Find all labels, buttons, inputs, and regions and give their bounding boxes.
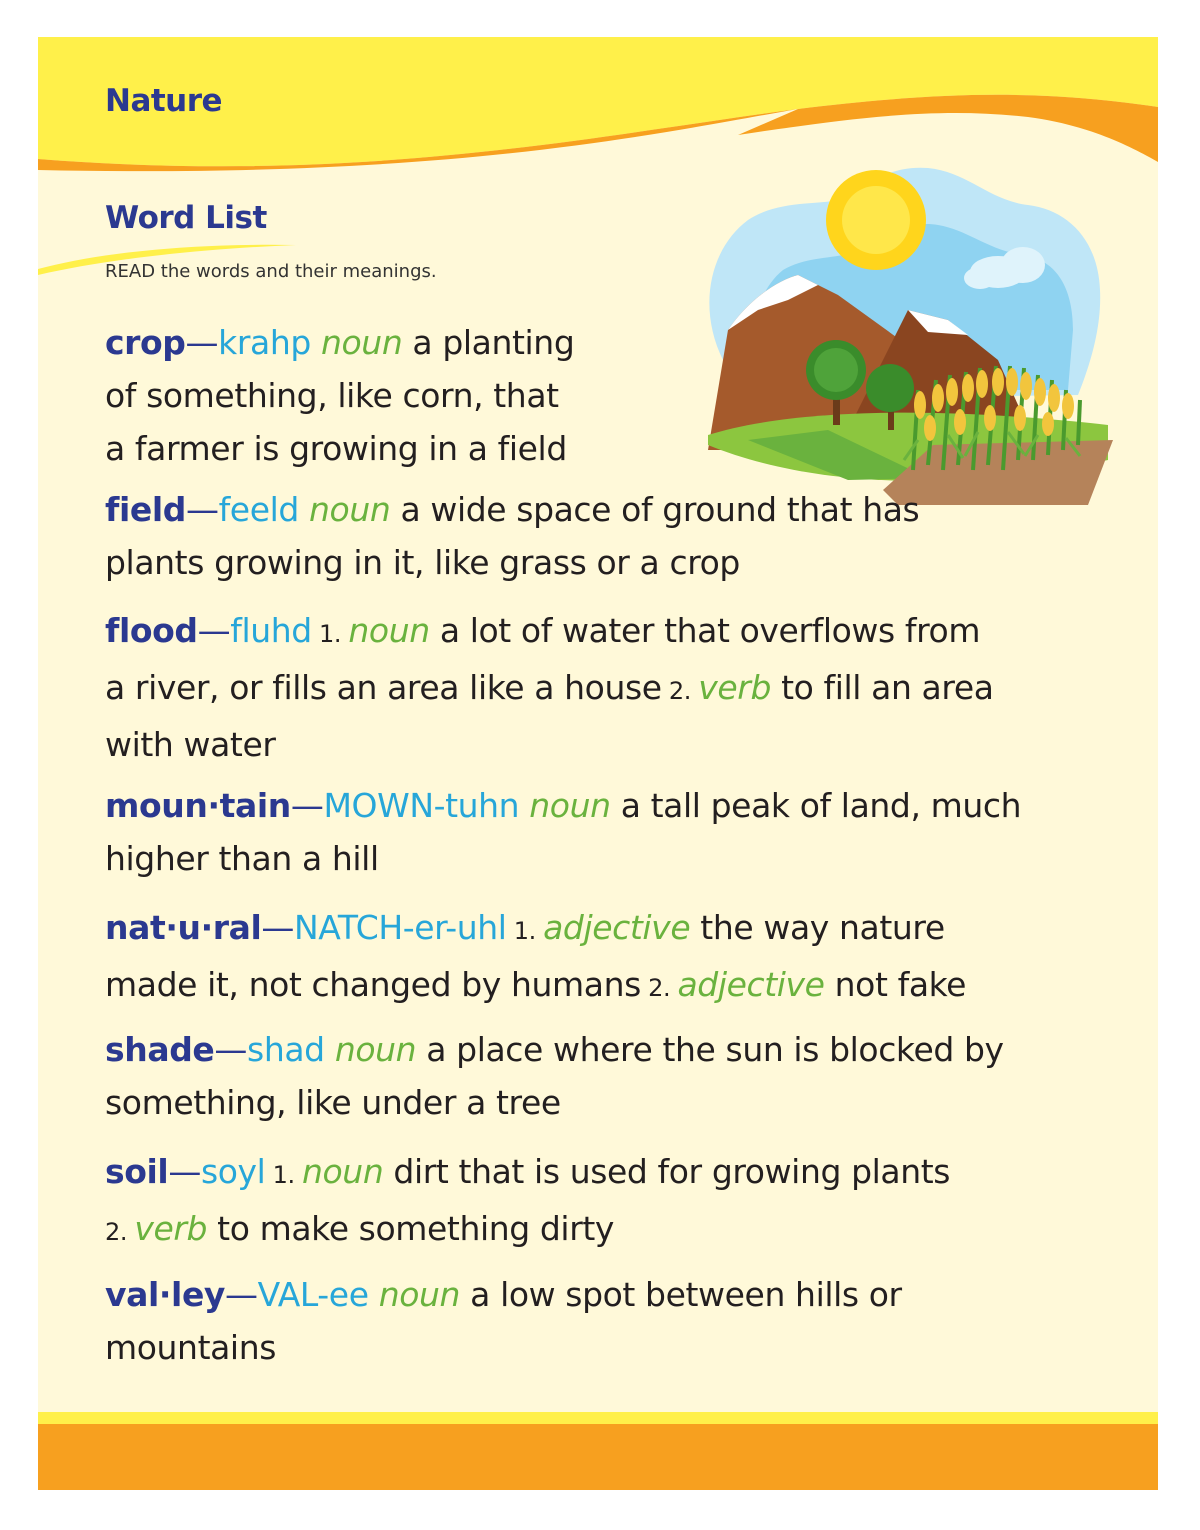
entry-definition: a low spot between hills or — [460, 1275, 902, 1314]
entry-definition: a tall peak of land, much — [610, 786, 1022, 825]
entry-field — [105, 483, 919, 589]
entry-part-of-speech: verb — [134, 1209, 208, 1248]
entry-line: nat·u·ral—NATCH-er-uhl 1. adjective the way nature — [105, 908, 945, 947]
entry-pronunciation: NATCH-er-uhl — [293, 908, 507, 947]
footer-band-yellow — [38, 1412, 1158, 1424]
entry-word: shade — [105, 1030, 215, 1069]
entry-definition: not fake — [824, 965, 967, 1004]
entry-line: crop—krahp noun a planting — [105, 323, 575, 362]
entry-definition: a river, or fills an area like a house — [105, 668, 662, 707]
entry-line — [105, 661, 994, 718]
entry-pronunciation: feeld — [218, 490, 299, 529]
entry-definition: made it, not changed by humans — [105, 965, 641, 1004]
entry-line — [105, 1202, 950, 1259]
worksheet-page — [38, 37, 1158, 1490]
entry-definition: dirt that is used for growing plants — [383, 1152, 951, 1191]
entry-line: plants growing in it, like grass or a crop — [105, 543, 740, 582]
entry-part-of-speech: noun — [309, 490, 391, 529]
entry-word: flood — [105, 611, 198, 650]
sense-number: 2. — [105, 1218, 135, 1246]
entry-word: val·ley — [105, 1275, 226, 1314]
entry-word: crop — [105, 323, 186, 362]
entry-word: moun·tain — [105, 786, 291, 825]
entry-definition: a planting — [402, 323, 575, 362]
entry-shade — [105, 1023, 1004, 1129]
entry-valley — [105, 1268, 902, 1374]
entry-soil — [105, 1145, 950, 1259]
entry-line: moun·tain—MOWN-tuhn noun a tall peak of land, much — [105, 786, 1022, 825]
entry-definition: a wide space of ground that has — [390, 490, 920, 529]
word-list-heading: Word List — [105, 200, 267, 236]
entry-part-of-speech: noun — [321, 323, 403, 362]
entry-word: field — [105, 490, 186, 529]
entry-line: mountains — [105, 1328, 277, 1367]
sun-icon — [826, 170, 926, 270]
entry-mountain — [105, 779, 1021, 885]
entry-part-of-speech: noun — [378, 1275, 461, 1314]
entry-definition: the way nature — [690, 908, 945, 947]
entry-definition: to make something dirty — [207, 1209, 615, 1248]
entry-flood — [105, 604, 994, 771]
entry-part-of-speech: noun — [529, 786, 611, 825]
entry-pronunciation: VAL-ee — [257, 1275, 369, 1314]
entry-definition: a lot of water that overflows from — [429, 611, 981, 650]
sense-number: 1. — [265, 1161, 302, 1189]
entry-part-of-speech: noun — [348, 611, 430, 650]
section-title: Nature — [105, 83, 223, 119]
entry-pronunciation: shad — [247, 1030, 325, 1069]
entry-line: soil—soyl 1. noun dirt that is used for growing plants — [105, 1152, 951, 1191]
entry-pronunciation: krahp — [218, 323, 311, 362]
entry-part-of-speech: noun — [334, 1030, 417, 1069]
entry-part-of-speech: adjective — [543, 908, 691, 947]
entry-pronunciation: soyl — [200, 1152, 266, 1191]
entry-line: field—feeld noun a wide space of ground that has — [105, 490, 920, 529]
sense-number: 2. — [640, 974, 678, 1002]
entry-line: a farmer is growing in a field — [105, 429, 567, 468]
entry-part-of-speech: noun — [302, 1152, 384, 1191]
instructions-text: READ the words and their meanings. — [105, 261, 437, 282]
entry-line: higher than a hill — [105, 839, 379, 878]
farm-landscape-illustration — [668, 160, 1113, 505]
entry-line: of something, like corn, that — [105, 376, 559, 415]
entry-crop — [105, 316, 574, 475]
entry-natural — [105, 901, 966, 1015]
entry-line: something, like under a tree — [105, 1083, 561, 1122]
sense-number: 2. — [661, 677, 699, 705]
entry-pronunciation: MOWN-tuhn — [323, 786, 520, 825]
entry-line: val·ley—VAL-ee noun a low spot between hills or — [105, 1275, 902, 1314]
entry-line: with water — [105, 725, 276, 764]
entry-part-of-speech: adjective — [677, 965, 825, 1004]
entry-definition: to fill an area — [771, 668, 994, 707]
entry-pronunciation: fluhd — [230, 611, 312, 650]
entry-definition: a place where the sun is blocked by — [416, 1030, 1004, 1069]
entry-word: nat·u·ral — [105, 908, 262, 947]
entry-line — [105, 958, 966, 1015]
entry-word: soil — [105, 1152, 169, 1191]
footer-band-orange — [38, 1424, 1158, 1490]
sense-number: 1. — [506, 917, 544, 945]
entry-part-of-speech: verb — [698, 668, 771, 707]
entry-line: shade—shad noun a place where the sun is blocked by — [105, 1030, 1004, 1069]
entry-line: flood—fluhd 1. noun a lot of water that overflows from — [105, 611, 981, 650]
sense-number: 1. — [311, 620, 349, 648]
